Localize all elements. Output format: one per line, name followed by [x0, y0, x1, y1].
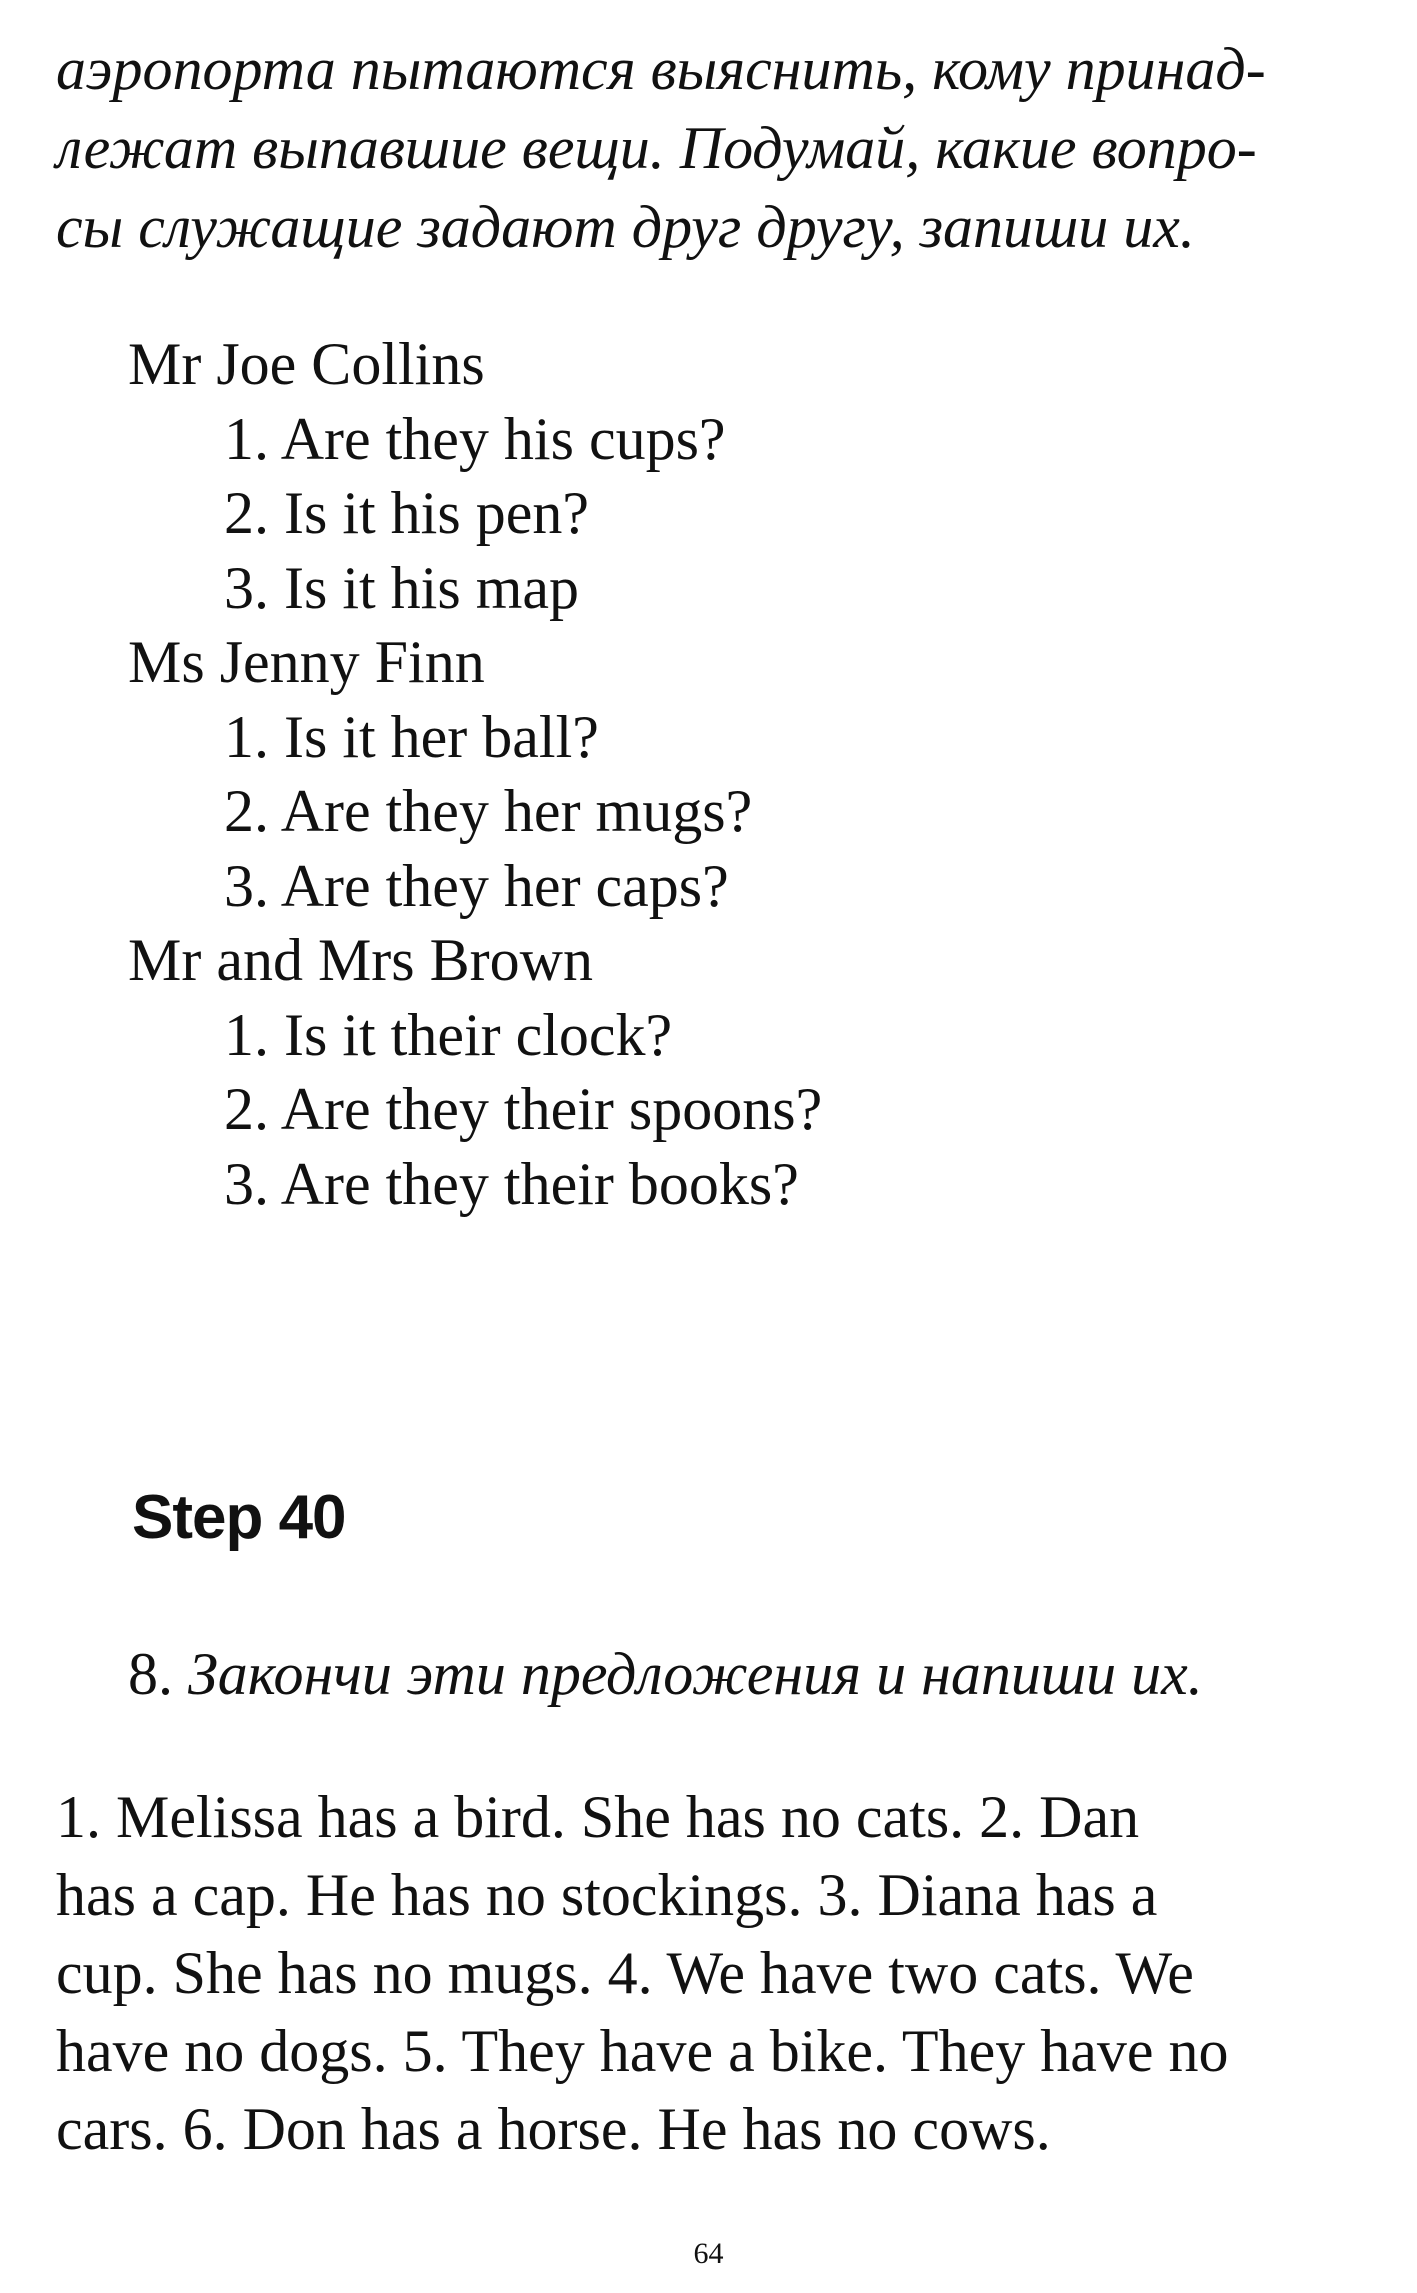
- task-instruction: [128, 1634, 1203, 1714]
- question-item: 3. Is it his map: [224, 554, 579, 621]
- exercise-sentences: [56, 1778, 1376, 2168]
- owner-group: [128, 625, 1228, 923]
- sentence-line: cars. 6. Don has a horse. He has no cows.: [56, 2096, 1051, 2162]
- question-item: 2. Are they their spoons?: [224, 1076, 823, 1142]
- owner-name: Mr Joe Collins: [128, 331, 485, 397]
- sentence-line: 1. Melissa has a bird. She has no cats. 2. Dan: [56, 1784, 1140, 1850]
- sentence-line: have no dogs. 5. They have a bike. They have no: [56, 2018, 1229, 2084]
- page-number: 64: [693, 2237, 724, 2270]
- owner-question-groups: [128, 327, 1228, 1221]
- question-item: 2. Are they her mugs?: [224, 778, 753, 844]
- sentence-line: cup. She has no mugs. 4. We have two cats. We: [56, 1940, 1194, 2006]
- sentence-line: has a cap. He has no stockings. 3. Diana has a: [56, 1862, 1158, 1928]
- question-item: 3. Are they her caps?: [224, 852, 729, 919]
- intro-line: лежат выпавшие вещи. Подумай, какие вопро-: [56, 115, 1257, 181]
- question-item: 3. Are they their books?: [224, 1150, 799, 1217]
- question-list: [128, 402, 1228, 626]
- task-text: Закончи эти предложения и напиши их.: [188, 1641, 1203, 1707]
- step-heading: Step 40: [132, 1483, 346, 1552]
- question-list: [128, 700, 1228, 924]
- question-list: [128, 998, 1228, 1222]
- question-item: 2. Is it his pen?: [224, 480, 589, 546]
- owner-group: [128, 923, 1228, 1221]
- owner-name: Ms Jenny Finn: [128, 629, 485, 695]
- question-item: 1. Is it her ball?: [224, 703, 599, 770]
- owner-group: [128, 327, 1228, 625]
- question-item: 1. Are they his cups?: [224, 405, 726, 472]
- intro-line: аэропорта пытаются выяснить, кому принад-: [56, 36, 1266, 102]
- task-number: 8.: [128, 1641, 173, 1707]
- intro-paragraph: [56, 30, 1376, 267]
- question-item: 1. Is it their clock?: [224, 1001, 673, 1068]
- intro-line: сы служащие задают друг другу, запиши их.: [56, 194, 1195, 260]
- owner-name: Mr and Mrs Brown: [128, 927, 593, 993]
